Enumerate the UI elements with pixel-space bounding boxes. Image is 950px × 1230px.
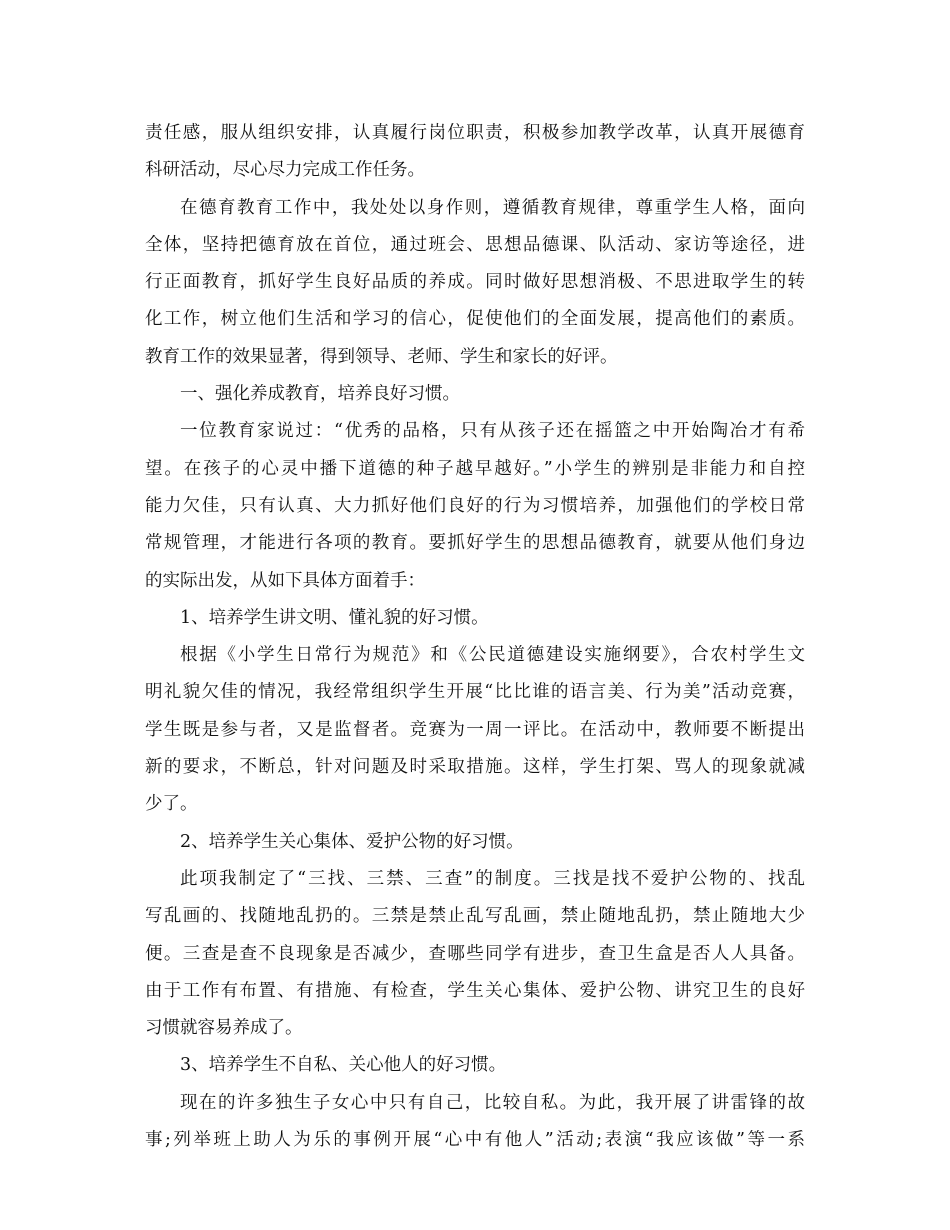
paragraph-line: 事;列举班上助人为乐的事例开展“心中有他人”活动;表演“我应该做”等一系 — [145, 1130, 805, 1151]
document-body — [145, 115, 805, 1159]
paragraph — [145, 376, 805, 413]
paragraph-line: 望。在孩子的心灵中播下道德的种子越早越好。”小学生的辨别是非能力和自控 — [145, 458, 805, 479]
paragraph-line: 根据《小学生日常行为规范》和《公民道德建设实施纲要》，合农村学生文 — [180, 645, 805, 666]
paragraph-line: 新的要求，不断总，针对问题及时采取措施。这样，学生打架、骂人的现象就减 — [145, 757, 805, 778]
paragraph-line: 的实际出发，从如下具体方面着手： — [145, 570, 425, 591]
paragraph — [145, 190, 805, 376]
paragraph-line: 责任感，服从组织安排，认真履行岗位职责，积极参加教学改革，认真开展德育 — [145, 123, 805, 143]
paragraph-line: 能力欠佳，只有认真、大力抓好他们良好的行为习惯培养，加强他们的学校日常 — [145, 495, 805, 516]
paragraph — [145, 600, 805, 637]
paragraph-line: 此项我制定了“三找、三禁、三查”的制度。三找是找不爱护公物的、找乱 — [180, 868, 805, 889]
paragraph-line: 少了。 — [145, 794, 198, 815]
paragraph-line: 行正面教育，抓好学生良好品质的养成。同时做好思想消极、不思进取学生的转 — [145, 272, 805, 293]
paragraph — [145, 637, 805, 823]
paragraph-line: 一位教育家说过：“优秀的品格，只有从孩子还在摇篮之中开始陶冶才有希 — [180, 421, 805, 442]
paragraph-line: 全体，坚持把德育放在首位，通过班会、思想品德课、队活动、家访等途径，进 — [145, 234, 805, 255]
paragraph-line: 便。三查是查不良现象是否减少，查哪些同学有进步，查卫生盒是否人人具备。 — [145, 943, 805, 964]
paragraph-line: 3、培养学生不自私、关心他人的好习惯。 — [180, 1055, 507, 1076]
paragraph-line: 在德育教育工作中，我处处以身作则，遵循教育规律，尊重学生人格，面向 — [180, 197, 805, 218]
paragraph — [145, 115, 805, 190]
paragraph — [145, 861, 805, 1047]
paragraph-line: 明礼貌欠佳的情况，我经常组织学生开展“比比谁的语言美、行为美”活动竞赛， — [145, 682, 805, 703]
paragraph-line: 一、强化养成教育，培养良好习惯。 — [180, 384, 460, 405]
paragraph — [145, 1085, 805, 1160]
paragraph-line: 化工作，树立他们生活和学习的信心，促使他们的全面发展，提高他们的素质。 — [145, 309, 805, 330]
paragraph-line: 1、培养学生讲文明、懂礼貌的好习惯。 — [180, 607, 489, 628]
paragraph-line: 学生既是参与者，又是监督者。竞赛为一周一评比。在活动中，教师要不断提出 — [145, 719, 805, 740]
paragraph — [145, 413, 805, 599]
paragraph-line: 由于工作有布置、有措施、有检查，学生关心集体、爱护公物、讲究卫生的良好 — [145, 980, 805, 1001]
paragraph — [145, 824, 805, 861]
paragraph-line: 习惯就容易养成了。 — [145, 1018, 303, 1039]
paragraph — [145, 1047, 805, 1084]
paragraph-line: 教育工作的效果显著，得到领导、老师、学生和家长的好评。 — [145, 346, 618, 367]
paragraph-line: 2、培养学生关心集体、爱护公物的好习惯。 — [180, 831, 524, 852]
paragraph-line: 现在的许多独生子女心中只有自己，比较自私。为此，我开展了讲雷锋的故 — [180, 1092, 805, 1113]
paragraph-line: 写乱画的、找随地乱扔的。三禁是禁止乱写乱画，禁止随地乱扔，禁止随地大少 — [145, 906, 805, 927]
paragraph-line: 常规管理，才能进行各项的教育。要抓好学生的思想品德教育，就要从他们身边 — [145, 533, 805, 554]
paragraph-line: 科研活动，尽心尽力完成工作任务。 — [145, 160, 425, 181]
